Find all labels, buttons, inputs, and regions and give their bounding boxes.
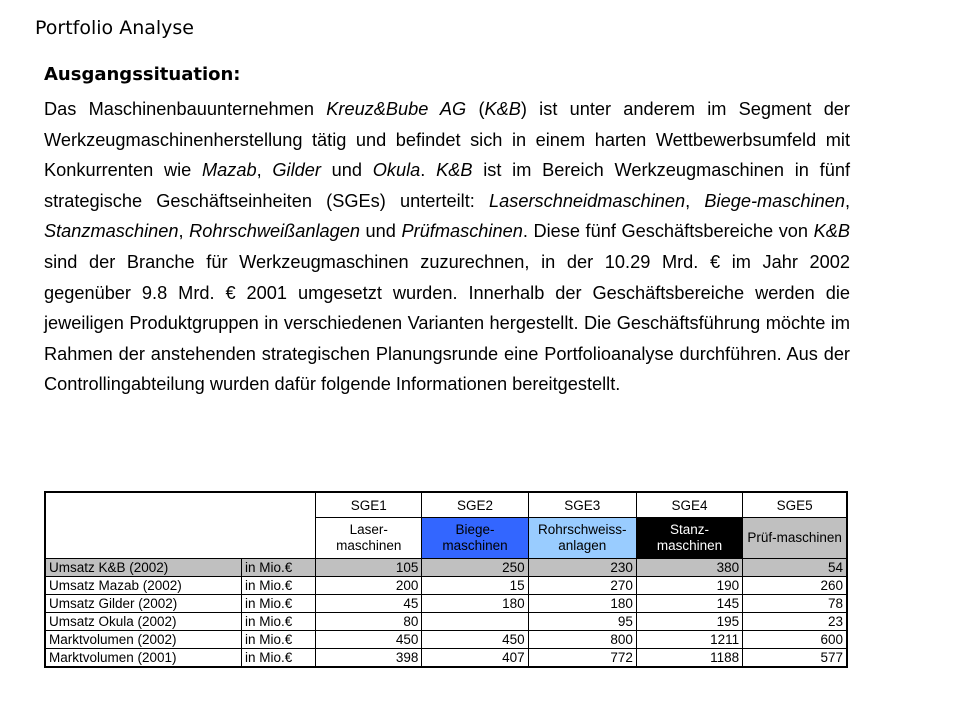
blank-header-cell: [45, 492, 316, 559]
value-cell: 15: [422, 577, 528, 595]
sge-name-header: Prüf-maschinen: [743, 518, 847, 559]
table-row: [45, 631, 847, 649]
value-cell: 1188: [636, 649, 742, 668]
value-cell: 180: [528, 595, 636, 613]
value-cell: 250: [422, 559, 528, 577]
text-run: ,: [844, 190, 851, 211]
sge-name: Stanzmaschinen: [44, 221, 179, 242]
table-row: [45, 649, 847, 668]
unit-cell: in Mio.€: [241, 649, 315, 668]
text-run: ,: [256, 160, 273, 181]
sge-data-table: [44, 491, 848, 668]
value-cell: 398: [316, 649, 422, 668]
table-row: [45, 577, 847, 595]
value-cell: 230: [528, 559, 636, 577]
text-run: ) ist unter anderem im Segment der Werkzeugmaschinenherstellung tätig und befindet sich in einem harten Wettbewerbsumfeld mit Konkurrenten wie: [44, 99, 850, 181]
value-cell: 200: [316, 577, 422, 595]
sge-code-header: SGE4: [636, 492, 742, 518]
competitor-name: Mazab: [201, 160, 257, 181]
value-cell: 195: [636, 613, 742, 631]
company-abbr: K&B: [436, 160, 473, 181]
competitor-name: Okula: [372, 160, 421, 181]
sge-name-header: Rohrschweiss-anlagen: [528, 518, 636, 559]
text-run: ,: [685, 190, 705, 211]
value-cell: 78: [743, 595, 847, 613]
table-row: [45, 559, 847, 577]
sge-code-header: SGE5: [743, 492, 847, 518]
text-run: . Diese fünf Geschäftsbereiche von: [522, 221, 814, 242]
value-cell: 270: [528, 577, 636, 595]
company-abbr: K&B: [813, 221, 851, 242]
value-cell: 105: [316, 559, 422, 577]
sge-code-header: SGE3: [528, 492, 636, 518]
row-label: Umsatz Okula (2002): [45, 613, 241, 631]
text-run: Das Maschinenbauunternehmen: [44, 99, 327, 119]
text-run: und: [359, 221, 402, 242]
value-cell: 145: [636, 595, 742, 613]
sge-name: Laserschneidmaschinen: [489, 190, 686, 211]
text-run: .: [420, 160, 437, 181]
row-label: Umsatz Gilder (2002): [45, 595, 241, 613]
slide-title: Portfolio Analyse: [35, 17, 194, 39]
sge-name-header: Laser-maschinen: [316, 518, 422, 559]
value-cell: 260: [743, 577, 847, 595]
sge-code-row: [45, 492, 847, 518]
value-cell: 45: [316, 595, 422, 613]
sge-name: Biege-maschinen: [704, 190, 845, 211]
sge-code-header: SGE1: [316, 492, 422, 518]
text-run: ,: [178, 221, 190, 242]
unit-cell: in Mio.€: [241, 613, 315, 631]
sge-name-header: Biege-maschinen: [422, 518, 528, 559]
value-cell: 190: [636, 577, 742, 595]
value-cell: [422, 613, 528, 631]
value-cell: 577: [743, 649, 847, 668]
table-row: [45, 595, 847, 613]
text-run: und: [320, 160, 373, 181]
sge-name: Prüfmaschinen: [401, 221, 523, 242]
text-run: (: [466, 99, 485, 119]
value-cell: 450: [422, 631, 528, 649]
text-run: sind der Branche für Werkzeugmaschinen zuzurechnen, in der 10.29 Mrd. € im Jahr 2002 gegenüber 9.8 Mrd. € 2001 umgesetzt wurden. Innerhalb der Geschäftsbereiche werden die jeweiligen Produktgruppen in verschiedenen Varianten hergestellt. Die Geschäftsführung möchte im Rahmen der anstehenden strategischen Planungsrunde eine Portfolioanalyse durchführen. Aus der Controllingabteilung wurden dafür folgende Informationen bereitgestellt.: [44, 251, 850, 395]
row-label: Marktvolumen (2002): [45, 631, 241, 649]
value-cell: 800: [528, 631, 636, 649]
row-label: Umsatz Mazab (2002): [45, 577, 241, 595]
value-cell: 450: [316, 631, 422, 649]
value-cell: 23: [743, 613, 847, 631]
value-cell: 180: [422, 595, 528, 613]
row-label: Umsatz K&B (2002): [45, 559, 241, 577]
value-cell: 1211: [636, 631, 742, 649]
company-name: Kreuz&Bube AG: [326, 99, 467, 119]
sge-code-header: SGE2: [422, 492, 528, 518]
table-row: [45, 613, 847, 631]
unit-cell: in Mio.€: [241, 631, 315, 649]
value-cell: 600: [743, 631, 847, 649]
unit-cell: in Mio.€: [241, 595, 315, 613]
company-abbr: K&B: [484, 99, 521, 119]
value-cell: 380: [636, 559, 742, 577]
value-cell: 772: [528, 649, 636, 668]
unit-cell: in Mio.€: [241, 559, 315, 577]
competitor-name: Gilder: [272, 160, 321, 181]
section-heading: Ausgangssituation:: [44, 64, 241, 85]
value-cell: 80: [316, 613, 422, 631]
situation-paragraph: [44, 94, 850, 400]
row-label: Marktvolumen (2001): [45, 649, 241, 668]
sge-name-header: Stanz-maschinen: [636, 518, 742, 559]
unit-cell: in Mio.€: [241, 577, 315, 595]
value-cell: 407: [422, 649, 528, 668]
value-cell: 95: [528, 613, 636, 631]
value-cell: 54: [743, 559, 847, 577]
text-run: ist im Bereich Werkzeugmaschinen in fünf strategische Geschäftseinheiten (SGEs) unterteilt:: [44, 160, 851, 211]
sge-name: Rohrschweißanlagen: [189, 221, 360, 242]
